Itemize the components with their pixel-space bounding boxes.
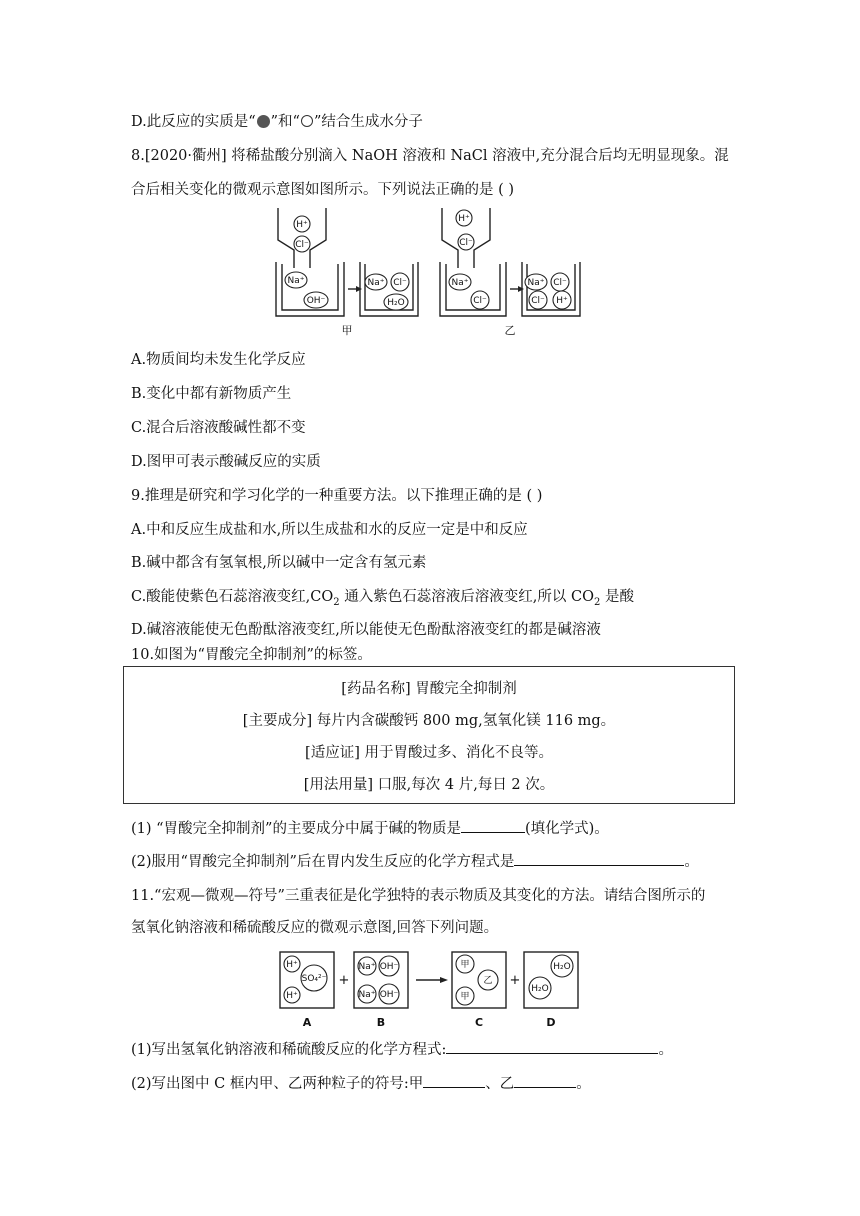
q8-stem-line-2: 合后相关变化的微观示意图如图所示。下列说法正确的是 ( ) bbox=[131, 182, 515, 198]
q10-sub-2-suffix: 。 bbox=[684, 854, 699, 870]
box-a-label: A bbox=[302, 1016, 312, 1029]
q10-sub-1 bbox=[131, 818, 609, 839]
jia-after-cl: Cl⁻ bbox=[393, 278, 407, 288]
q9-option-c-part-2: 通入紫色石蕊溶液后溶液变红,所以 CO bbox=[339, 589, 594, 605]
yi-after-na: Na⁺ bbox=[527, 278, 545, 288]
q8-stem-line-1: 8.[2020·衢州] 将稀盐酸分别滴入 NaOH 溶液和 NaCl 溶液中,充分混合后均无明显现象。混 bbox=[131, 148, 729, 164]
q7-option-d-text-1: D.此反应的实质是“ bbox=[131, 114, 256, 130]
box-c-yi: 乙 bbox=[483, 976, 493, 986]
q7-option-d-text-2: ”和“ bbox=[270, 114, 300, 130]
label-drug-name: [药品名称] 胃酸完全抑制剂 bbox=[341, 681, 517, 697]
q9-stem: 9.推理是研究和学习化学的一种重要方法。以下推理正确的是 ( ) bbox=[131, 488, 543, 504]
plus-sign-2: + bbox=[509, 973, 521, 988]
q8-option-c: C.混合后溶液酸碱性都不变 bbox=[131, 420, 306, 436]
q11-sub-2-text: (2)写出图中 C 框内甲、乙两种粒子的符号:甲 bbox=[131, 1076, 424, 1092]
q9-option-c-part-1: C.酸能使紫色石蕊溶液变红,CO bbox=[131, 589, 334, 605]
q9-option-d: D.碱溶液能使无色酚酞溶液变红,所以能使无色酚酞溶液变红的都是碱溶液 bbox=[131, 622, 601, 638]
q8-option-d: D.图甲可表示酸碱反应的实质 bbox=[131, 454, 321, 470]
box-a-h-1: H⁺ bbox=[286, 960, 298, 970]
yi-dropper-cl: Cl⁻ bbox=[459, 238, 473, 248]
box-c-jia-1: 甲 bbox=[460, 960, 470, 970]
q10-sub-1-suffix: (填化学式)。 bbox=[524, 821, 609, 837]
box-a-h-2: H⁺ bbox=[286, 991, 298, 1001]
label-indications: [适应证] 用于胃酸过多、消化不良等。 bbox=[305, 745, 553, 761]
q10-answer-blank-1[interactable] bbox=[461, 818, 525, 833]
q11-sub-1-suffix: 。 bbox=[658, 1042, 673, 1058]
q11-sub-2-mid: 、乙 bbox=[485, 1076, 515, 1092]
box-d-h2o-2: H₂O bbox=[531, 984, 549, 994]
box-b-oh-1: OH⁻ bbox=[379, 962, 399, 972]
jia-dropper-h: H⁺ bbox=[296, 220, 308, 230]
q11-stem-line-1: 11.“宏观—微观—符号”三重表征是化学独特的表示物质及其变化的方法。请结合图所示的 bbox=[131, 888, 706, 904]
q9-option-c-part-3: 是酸 bbox=[600, 589, 634, 605]
box-d-h2o-1: H₂O bbox=[553, 962, 571, 972]
q11-sub-2 bbox=[131, 1073, 591, 1094]
yi-label: 乙 bbox=[504, 324, 516, 337]
q8-option-a: A.物质间均未发生化学反应 bbox=[131, 352, 306, 368]
q10-sub-1-text: (1) “胃酸完全抑制剂”的主要成分中属于碱的物质是 bbox=[131, 821, 461, 837]
jia-before-na: Na⁺ bbox=[287, 276, 305, 286]
box-b-oh-2: OH⁻ bbox=[379, 990, 399, 1000]
q11-sub-2-suffix: 。 bbox=[576, 1076, 591, 1092]
jia-after-h2o: H₂O bbox=[387, 298, 405, 308]
q7-option-d-text-3: ”结合生成水分子 bbox=[313, 114, 423, 130]
q11-answer-blank-yi[interactable] bbox=[514, 1073, 576, 1088]
yi-after-cl-1: Cl⁻ bbox=[553, 278, 567, 288]
jia-label: 甲 bbox=[341, 324, 353, 337]
q9-option-b: B.碱中都含有氢氧根,所以碱中一定含有氢元素 bbox=[131, 555, 427, 571]
yi-after-cl-2: Cl⁻ bbox=[531, 296, 545, 306]
q11-answer-blank-1[interactable] bbox=[446, 1039, 658, 1054]
q10-sub-2 bbox=[131, 851, 699, 872]
plus-sign-1: + bbox=[338, 973, 350, 988]
box-b-na-1: Na⁺ bbox=[358, 962, 376, 972]
box-b-na-2: Na⁺ bbox=[358, 990, 376, 1000]
q11-sub-1-text: (1)写出氢氧化钠溶液和稀硫酸反应的化学方程式: bbox=[131, 1042, 447, 1058]
medicine-label-box bbox=[123, 666, 735, 804]
box-c-label: C bbox=[474, 1016, 484, 1029]
yi-before-cl: Cl⁻ bbox=[473, 296, 487, 306]
label-ingredients: [主要成分] 每片内含碳酸钙 800 mg,氢氧化镁 116 mg。 bbox=[242, 713, 616, 729]
q9-option-c-sub-2: 2 bbox=[593, 596, 601, 608]
q7-option-d bbox=[131, 112, 423, 132]
jia-after-na: Na⁺ bbox=[367, 278, 385, 288]
q10-stem: 10.如图为“胃酸完全抑制剂”的标签。 bbox=[131, 647, 372, 663]
q10-answer-blank-2[interactable] bbox=[514, 851, 684, 866]
jia-before-oh: OH⁻ bbox=[306, 296, 326, 306]
box-c-jia-2: 甲 bbox=[460, 992, 470, 1002]
label-dosage: [用法用量] 口服,每次 4 片,每日 2 次。 bbox=[303, 777, 555, 793]
q11-figure bbox=[278, 950, 584, 1030]
q10-sub-2-text: (2)服用“胃酸完全抑制剂”后在胃内发生反应的化学方程式是 bbox=[131, 854, 515, 870]
jia-dropper-cl: Cl⁻ bbox=[295, 240, 309, 250]
box-d-label: D bbox=[546, 1016, 556, 1029]
q9-option-c bbox=[131, 587, 634, 613]
yi-dropper-h: H⁺ bbox=[458, 214, 470, 224]
dark-ball-icon bbox=[257, 115, 270, 128]
q11-stem-line-2: 氢氧化钠溶液和稀硫酸反应的微观示意图,回答下列问题。 bbox=[131, 920, 499, 936]
q11-sub-1 bbox=[131, 1039, 673, 1060]
q11-answer-blank-jia[interactable] bbox=[423, 1073, 485, 1088]
q9-option-c-sub-1: 2 bbox=[333, 596, 340, 608]
yi-before-na: Na⁺ bbox=[451, 278, 469, 288]
q9-option-a: A.中和反应生成盐和水,所以生成盐和水的反应一定是中和反应 bbox=[131, 522, 528, 538]
box-a-so4: SO₄²⁻ bbox=[301, 974, 327, 984]
light-ball-icon bbox=[301, 115, 313, 127]
q8-figure bbox=[270, 206, 610, 344]
yi-after-h: H⁺ bbox=[556, 296, 568, 306]
box-b-label: B bbox=[376, 1016, 386, 1029]
q8-option-b: B.变化中都有新物质产生 bbox=[131, 386, 292, 402]
